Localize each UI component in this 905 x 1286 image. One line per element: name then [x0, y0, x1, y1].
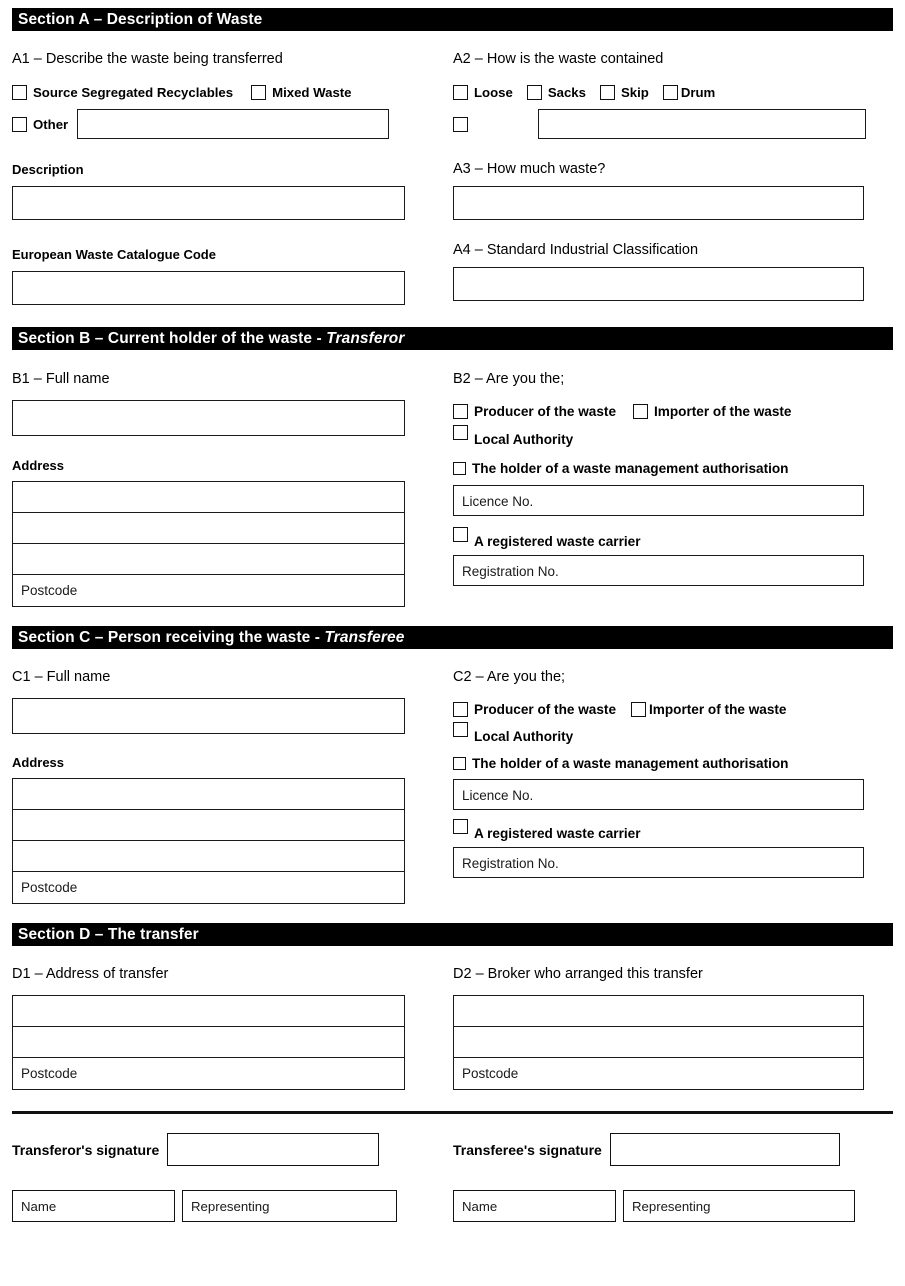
label-other: Other [33, 116, 69, 132]
a4-sic-input[interactable] [453, 267, 864, 301]
section-a-title: Section A – Description of Waste [18, 11, 263, 28]
d2-broker-stack [453, 995, 864, 1090]
waste-transfer-note-form [0, 8, 905, 1286]
label-c-local-authority: Local Authority [474, 729, 574, 744]
label-c-importer-of-the-waste: Importer of the waste [649, 702, 787, 717]
d1-postcode-placeholder: Postcode [21, 1066, 78, 1081]
transferee-representing-placeholder: Representing [632, 1199, 711, 1214]
question-a4: A4 – Standard Industrial Classification [453, 242, 699, 258]
question-d2: D2 – Broker who arranged this transfer [453, 966, 703, 982]
label-address-c: Address [12, 755, 65, 770]
checkbox-source-segregated-recyclables[interactable] [12, 85, 27, 100]
question-b2: B2 – Are you the; [453, 371, 565, 387]
d1-postcode-input[interactable] [13, 1058, 404, 1089]
label-loose: Loose [474, 85, 513, 100]
section-b-header [12, 327, 893, 350]
d2-broker-line-1[interactable] [454, 996, 863, 1027]
d2-postcode-placeholder: Postcode [462, 1066, 519, 1081]
label-b-waste-management-authorisation: The holder of a waste management authorisation [472, 461, 789, 476]
checkbox-mixed-waste[interactable] [251, 85, 266, 100]
transferor-name-input[interactable] [12, 1190, 175, 1222]
section-a-header [12, 8, 893, 31]
label-sacks: Sacks [547, 85, 586, 100]
checkbox-b-waste-management-authorisation[interactable] [453, 462, 466, 475]
checkbox-c-importer-of-the-waste[interactable] [631, 702, 646, 717]
label-c-registered-waste-carrier: A registered waste carrier [474, 826, 641, 841]
question-c2: C2 – Are you the; [453, 669, 566, 685]
label-mixed-waste: Mixed Waste [272, 85, 352, 100]
checkbox-other[interactable] [12, 117, 27, 132]
description-input[interactable] [12, 186, 405, 220]
c-postcode-placeholder: Postcode [21, 880, 78, 895]
transferee-name-input[interactable] [453, 1190, 616, 1222]
checkbox-c-producer-of-the-waste[interactable] [453, 702, 468, 717]
transferor-signature-row [12, 1133, 405, 1166]
label-c-producer-of-the-waste: Producer of the waste [474, 702, 617, 717]
label-european-waste-catalogue-code: European Waste Catalogue Code [12, 247, 216, 262]
b-registration-placeholder: Registration No. [462, 564, 559, 579]
c-address-line-1[interactable] [13, 779, 404, 810]
a3-amount-input[interactable] [453, 186, 864, 220]
checkbox-b-local-authority[interactable] [453, 425, 468, 440]
checkbox-c-waste-management-authorisation[interactable] [453, 757, 466, 770]
question-c1: C1 – Full name [12, 669, 111, 685]
question-d1: D1 – Address of transfer [12, 966, 169, 982]
ewc-code-input[interactable] [12, 271, 405, 305]
section-d-title: Section D – The transfer [18, 926, 199, 943]
checkbox-b-producer-of-the-waste[interactable] [453, 404, 468, 419]
d2-broker-line-2[interactable] [454, 1027, 863, 1058]
section-b-title-italic: Transferor [326, 330, 405, 347]
b-licence-number-input[interactable] [453, 485, 864, 516]
b-address-line-1[interactable] [13, 482, 404, 513]
c-address-line-3[interactable] [13, 841, 404, 872]
label-address-b: Address [12, 458, 65, 473]
section-c-title-italic: Transferee [324, 629, 405, 646]
c-registration-number-input[interactable] [453, 847, 864, 878]
c-address-line-2[interactable] [13, 810, 404, 841]
transferee-representing-input[interactable] [623, 1190, 855, 1222]
other-waste-input[interactable] [77, 109, 389, 139]
checkbox-b-registered-waste-carrier[interactable] [453, 527, 468, 542]
transferee-name-placeholder: Name [462, 1199, 498, 1214]
other-container-input[interactable] [538, 109, 866, 139]
checkbox-c-registered-waste-carrier[interactable] [453, 819, 468, 834]
transferor-representing-input[interactable] [182, 1190, 397, 1222]
question-b1: B1 – Full name [12, 371, 110, 387]
b1-full-name-input[interactable] [12, 400, 405, 436]
label-b-local-authority: Local Authority [474, 432, 574, 447]
b-address-line-3[interactable] [13, 544, 404, 575]
checkbox-drum[interactable] [663, 85, 678, 100]
label-drum: Drum [680, 85, 716, 100]
section-c-title: Section C – Person receiving the waste - [18, 629, 325, 646]
label-c-waste-management-authorisation: The holder of a waste management authorisation [472, 756, 789, 771]
d2-postcode-input[interactable] [454, 1058, 863, 1089]
label-transferee-signature: Transferee's signature [453, 1141, 602, 1158]
transferor-name-placeholder: Name [21, 1199, 57, 1214]
transferee-signature-row [453, 1133, 893, 1166]
b-registration-number-input[interactable] [453, 555, 864, 586]
c-registration-placeholder: Registration No. [462, 856, 559, 871]
section-d-header [12, 923, 893, 946]
label-skip: Skip [620, 85, 649, 100]
c1-full-name-input[interactable] [12, 698, 405, 734]
checkbox-c-local-authority[interactable] [453, 722, 468, 737]
transferor-signature-input[interactable] [167, 1133, 379, 1166]
transferor-representing-placeholder: Representing [191, 1199, 270, 1214]
checkbox-skip[interactable] [600, 85, 615, 100]
label-b-producer-of-the-waste: Producer of the waste [474, 404, 617, 419]
transferee-signature-input[interactable] [610, 1133, 840, 1166]
d1-address-stack [12, 995, 405, 1090]
c-licence-number-input[interactable] [453, 779, 864, 810]
section-c-header [12, 626, 893, 649]
b-address-stack [12, 481, 405, 607]
b-postcode-input[interactable] [13, 575, 404, 606]
label-transferor-signature: Transferor's signature [12, 1141, 160, 1158]
section-b-title: Section B – Current holder of the waste - [18, 330, 327, 347]
c-licence-placeholder: Licence No. [462, 788, 534, 803]
signature-divider [12, 1111, 893, 1114]
d1-address-line-1[interactable] [13, 996, 404, 1027]
label-b-registered-waste-carrier: A registered waste carrier [474, 534, 641, 549]
checkbox-loose[interactable] [453, 85, 468, 100]
label-b-importer-of-the-waste: Importer of the waste [654, 404, 792, 419]
question-a2: A2 – How is the waste contained [453, 51, 664, 67]
b-postcode-placeholder: Postcode [21, 583, 78, 598]
question-a1: A1 – Describe the waste being transferred [12, 51, 283, 67]
question-a3: A3 – How much waste? [453, 161, 606, 177]
d1-address-line-2[interactable] [13, 1027, 404, 1058]
checkbox-b-importer-of-the-waste[interactable] [633, 404, 648, 419]
c-address-stack [12, 778, 405, 904]
b-licence-placeholder: Licence No. [462, 494, 534, 509]
label-source-segregated-recyclables: Source Segregated Recyclables [33, 85, 234, 100]
b-address-line-2[interactable] [13, 513, 404, 544]
label-description: Description [12, 162, 84, 177]
checkbox-other-container[interactable] [453, 117, 468, 132]
checkbox-sacks[interactable] [527, 85, 542, 100]
c-postcode-input[interactable] [13, 872, 404, 903]
